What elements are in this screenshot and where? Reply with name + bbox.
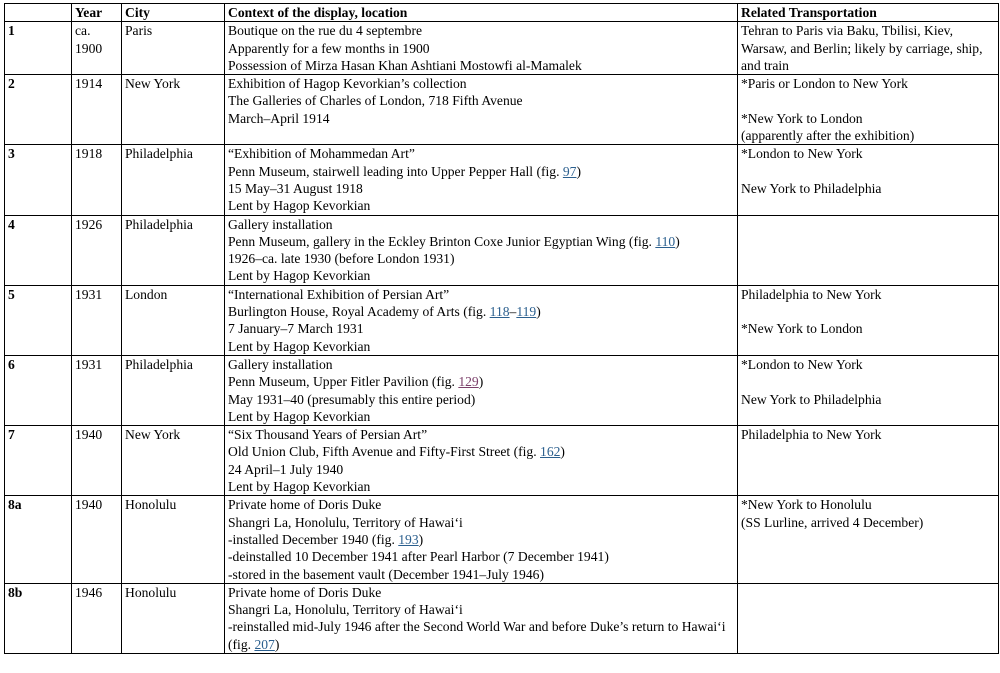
line-text: Shangri La, Honolulu, Territory of Hawai‘i <box>228 602 463 618</box>
text-line <box>228 531 734 548</box>
text-line <box>228 408 734 425</box>
text-line <box>741 426 995 443</box>
row-year: 1931 <box>72 285 122 355</box>
row-transportation <box>738 426 999 496</box>
line-text: Old Union Club, Fifth Avenue and Fifty-First Street (fig. <box>228 444 541 460</box>
row-year: 1940 <box>72 426 122 496</box>
line-text: Penn Museum, stairwell leading into Upper Pepper Hall (fig. <box>228 163 563 179</box>
figure-link[interactable]: 162 <box>540 444 561 460</box>
line-text: *New York to London <box>741 321 863 337</box>
text-line <box>741 320 995 337</box>
row-context <box>225 426 738 496</box>
text-line <box>228 250 734 267</box>
line-text: March–April 1914 <box>228 110 330 126</box>
line-text: *New York to Honolulu <box>741 497 872 513</box>
table-body <box>5 22 999 654</box>
text-line <box>228 601 734 618</box>
line-text: ) <box>560 444 565 460</box>
row-year: ca. 1900 <box>72 22 122 75</box>
figure-link[interactable]: 129 <box>458 374 479 390</box>
text-line <box>228 356 734 373</box>
figure-link[interactable]: 119 <box>516 304 537 320</box>
table-row <box>5 215 999 285</box>
header-year: Year <box>72 4 122 22</box>
text-line <box>228 110 734 127</box>
text-line <box>228 320 734 337</box>
line-text: 15 May–31 August 1918 <box>228 180 363 196</box>
text-line <box>228 373 734 390</box>
text-line <box>741 127 995 144</box>
text-line <box>228 514 734 531</box>
line-text: Tehran to Paris via Baku, Tbilisi, Kiev, Warsaw, and Berlin; likely by carriage, ship, and train <box>741 23 986 73</box>
header-transportation: Related Transportation <box>738 4 999 22</box>
row-context <box>225 355 738 425</box>
text-line <box>741 145 995 162</box>
text-line <box>228 391 734 408</box>
line-text: ) <box>274 636 280 652</box>
line-text: Lent by Hagop Kevorkian <box>228 408 371 424</box>
row-city: Philadelphia <box>122 145 225 215</box>
text-line <box>228 92 734 109</box>
line-text: Penn Museum, gallery in the Eckley Brinton Coxe Junior Egyptian Wing (fig. <box>228 233 656 249</box>
row-city: Philadelphia <box>122 355 225 425</box>
row-context <box>225 285 738 355</box>
row-transportation <box>738 496 999 583</box>
header-number <box>5 4 72 22</box>
line-text: Philadelphia to New York <box>741 427 882 443</box>
figure-link[interactable]: 193 <box>398 531 419 547</box>
line-text: ) <box>478 374 484 390</box>
text-line <box>228 496 734 513</box>
line-text: -deinstalled 10 December 1941 after Pearl Harbor (7 December 1941) <box>228 549 609 565</box>
row-city: New York <box>122 426 225 496</box>
row-number: 8a <box>5 496 72 583</box>
text-line <box>228 57 734 74</box>
exhibition-history-table-container <box>4 3 998 654</box>
row-year: 1940 <box>72 496 122 583</box>
row-city: New York <box>122 75 225 145</box>
text-line <box>228 180 734 197</box>
text-line <box>228 286 734 303</box>
row-city: Philadelphia <box>122 215 225 285</box>
text-line <box>741 496 995 513</box>
table-row <box>5 75 999 145</box>
text-line <box>228 461 734 478</box>
row-context <box>225 496 738 583</box>
row-year: 1946 <box>72 583 122 653</box>
line-text: The Galleries of Charles of London, 718 Fifth Avenue <box>228 93 523 109</box>
exhibition-history-table <box>4 3 999 654</box>
row-number: 7 <box>5 426 72 496</box>
line-text: Penn Museum, Upper Fitler Pavilion (fig. <box>228 374 459 390</box>
line-text: ) <box>576 163 581 179</box>
row-year: 1926 <box>72 215 122 285</box>
row-context <box>225 583 738 653</box>
row-transportation <box>738 22 999 75</box>
table-row <box>5 22 999 75</box>
figure-link[interactable]: 97 <box>562 163 577 179</box>
text-line <box>741 356 995 373</box>
line-text: *Paris or London to New York <box>741 76 908 92</box>
text-line <box>228 548 734 565</box>
line-text: -reinstalled mid-July 1946 after the Second World War and before Duke’s return to Hawai‘i (fig. <box>228 619 729 652</box>
table-row <box>5 496 999 583</box>
row-transportation <box>738 583 999 653</box>
text-line <box>228 584 734 601</box>
row-context <box>225 215 738 285</box>
text-line <box>228 303 734 320</box>
text-line <box>741 110 995 127</box>
line-text: -stored in the basement vault (December 1941–July 1946) <box>228 566 544 582</box>
text-line <box>741 75 995 92</box>
line-text: Lent by Hagop Kevorkian <box>228 338 371 354</box>
text-line <box>228 618 734 653</box>
table-row <box>5 355 999 425</box>
line-text: -installed December 1940 (fig. <box>228 531 399 547</box>
row-context <box>225 22 738 75</box>
text-line <box>228 216 734 233</box>
line-text: Lent by Hagop Kevorkian <box>228 479 371 495</box>
line-text: “Exhibition of Mohammedan Art” <box>228 146 415 162</box>
text-line <box>228 443 734 460</box>
table-row <box>5 426 999 496</box>
row-transportation <box>738 145 999 215</box>
row-transportation <box>738 355 999 425</box>
row-transportation <box>738 215 999 285</box>
text-line <box>228 426 734 443</box>
line-text: *London to New York <box>741 356 863 372</box>
text-line <box>228 566 734 583</box>
row-year: 1918 <box>72 145 122 215</box>
line-text: 24 April–1 July 1940 <box>228 461 344 477</box>
row-city: London <box>122 285 225 355</box>
line-text: Gallery installation <box>228 356 333 372</box>
row-context <box>225 145 738 215</box>
text-line <box>741 286 995 303</box>
line-text: (SS Lurline, arrived 4 December) <box>741 514 924 530</box>
text-line <box>741 391 995 408</box>
line-text: Shangri La, Honolulu, Territory of Hawai‘i <box>228 514 463 530</box>
line-text: New York to Philadelphia <box>741 180 882 196</box>
figure-link[interactable]: 118 <box>489 304 510 320</box>
row-transportation <box>738 285 999 355</box>
line-gap <box>741 373 995 390</box>
line-text: ) <box>675 233 680 249</box>
text-line <box>228 478 734 495</box>
line-text: “Six Thousand Years of Persian Art” <box>228 427 428 443</box>
line-text: *London to New York <box>741 146 863 162</box>
row-year: 1914 <box>72 75 122 145</box>
table-row <box>5 285 999 355</box>
line-text: New York to Philadelphia <box>741 391 882 407</box>
header-row <box>5 4 999 22</box>
row-city: Paris <box>122 22 225 75</box>
line-text: Possession of Mirza Hasan Khan Ashtiani Mostowfi al-Mamalek <box>228 57 582 73</box>
row-number: 8b <box>5 583 72 653</box>
row-city: Honolulu <box>122 496 225 583</box>
row-number: 1 <box>5 22 72 75</box>
line-text: 1926–ca. late 1930 (before London 1931) <box>228 251 455 267</box>
row-context <box>225 75 738 145</box>
text-line <box>741 514 995 531</box>
line-text: ) <box>418 531 424 547</box>
row-number: 2 <box>5 75 72 145</box>
row-transportation <box>738 75 999 145</box>
header-context: Context of the display, location <box>225 4 738 22</box>
row-number: 4 <box>5 215 72 285</box>
text-line <box>228 267 734 284</box>
text-line <box>741 180 995 197</box>
row-number: 3 <box>5 145 72 215</box>
row-year: 1931 <box>72 355 122 425</box>
text-line <box>228 197 734 214</box>
row-city: Honolulu <box>122 583 225 653</box>
line-text: Exhibition of Hagop Kevorkian’s collection <box>228 76 467 92</box>
line-text: Lent by Hagop Kevorkian <box>228 268 371 284</box>
line-text: Apparently for a few months in 1900 <box>228 40 430 56</box>
figure-link[interactable]: 110 <box>655 233 676 249</box>
row-number: 5 <box>5 285 72 355</box>
figure-link[interactable]: 207 <box>254 636 275 652</box>
text-line <box>228 163 734 180</box>
text-line <box>228 75 734 92</box>
line-text: Private home of Doris Duke <box>228 584 382 600</box>
line-text: Private home of Doris Duke <box>228 497 382 513</box>
line-text: 7 January–7 March 1931 <box>228 321 364 337</box>
line-text: Philadelphia to New York <box>741 286 882 302</box>
text-line <box>228 338 734 355</box>
row-number: 6 <box>5 355 72 425</box>
text-line <box>228 233 734 250</box>
line-gap <box>741 163 995 180</box>
line-gap <box>741 92 995 109</box>
line-text: *New York to London <box>741 110 863 126</box>
line-text: – <box>509 304 517 320</box>
line-text: (apparently after the exhibition) <box>741 128 915 144</box>
table-row <box>5 583 999 653</box>
line-text: “International Exhibition of Persian Art” <box>228 286 450 302</box>
line-text: Gallery installation <box>228 216 333 232</box>
text-line <box>228 40 734 57</box>
text-line <box>741 22 995 74</box>
table-row <box>5 145 999 215</box>
text-line <box>228 145 734 162</box>
line-text: May 1931–40 (presumably this entire period) <box>228 391 476 407</box>
line-text: Burlington House, Royal Academy of Arts (fig. <box>228 304 490 320</box>
line-gap <box>741 303 995 320</box>
text-line <box>228 22 734 39</box>
line-text: Lent by Hagop Kevorkian <box>228 198 371 214</box>
line-text: Boutique on the rue du 4 septembre <box>228 23 423 39</box>
line-text: ) <box>536 304 541 320</box>
header-city: City <box>122 4 225 22</box>
